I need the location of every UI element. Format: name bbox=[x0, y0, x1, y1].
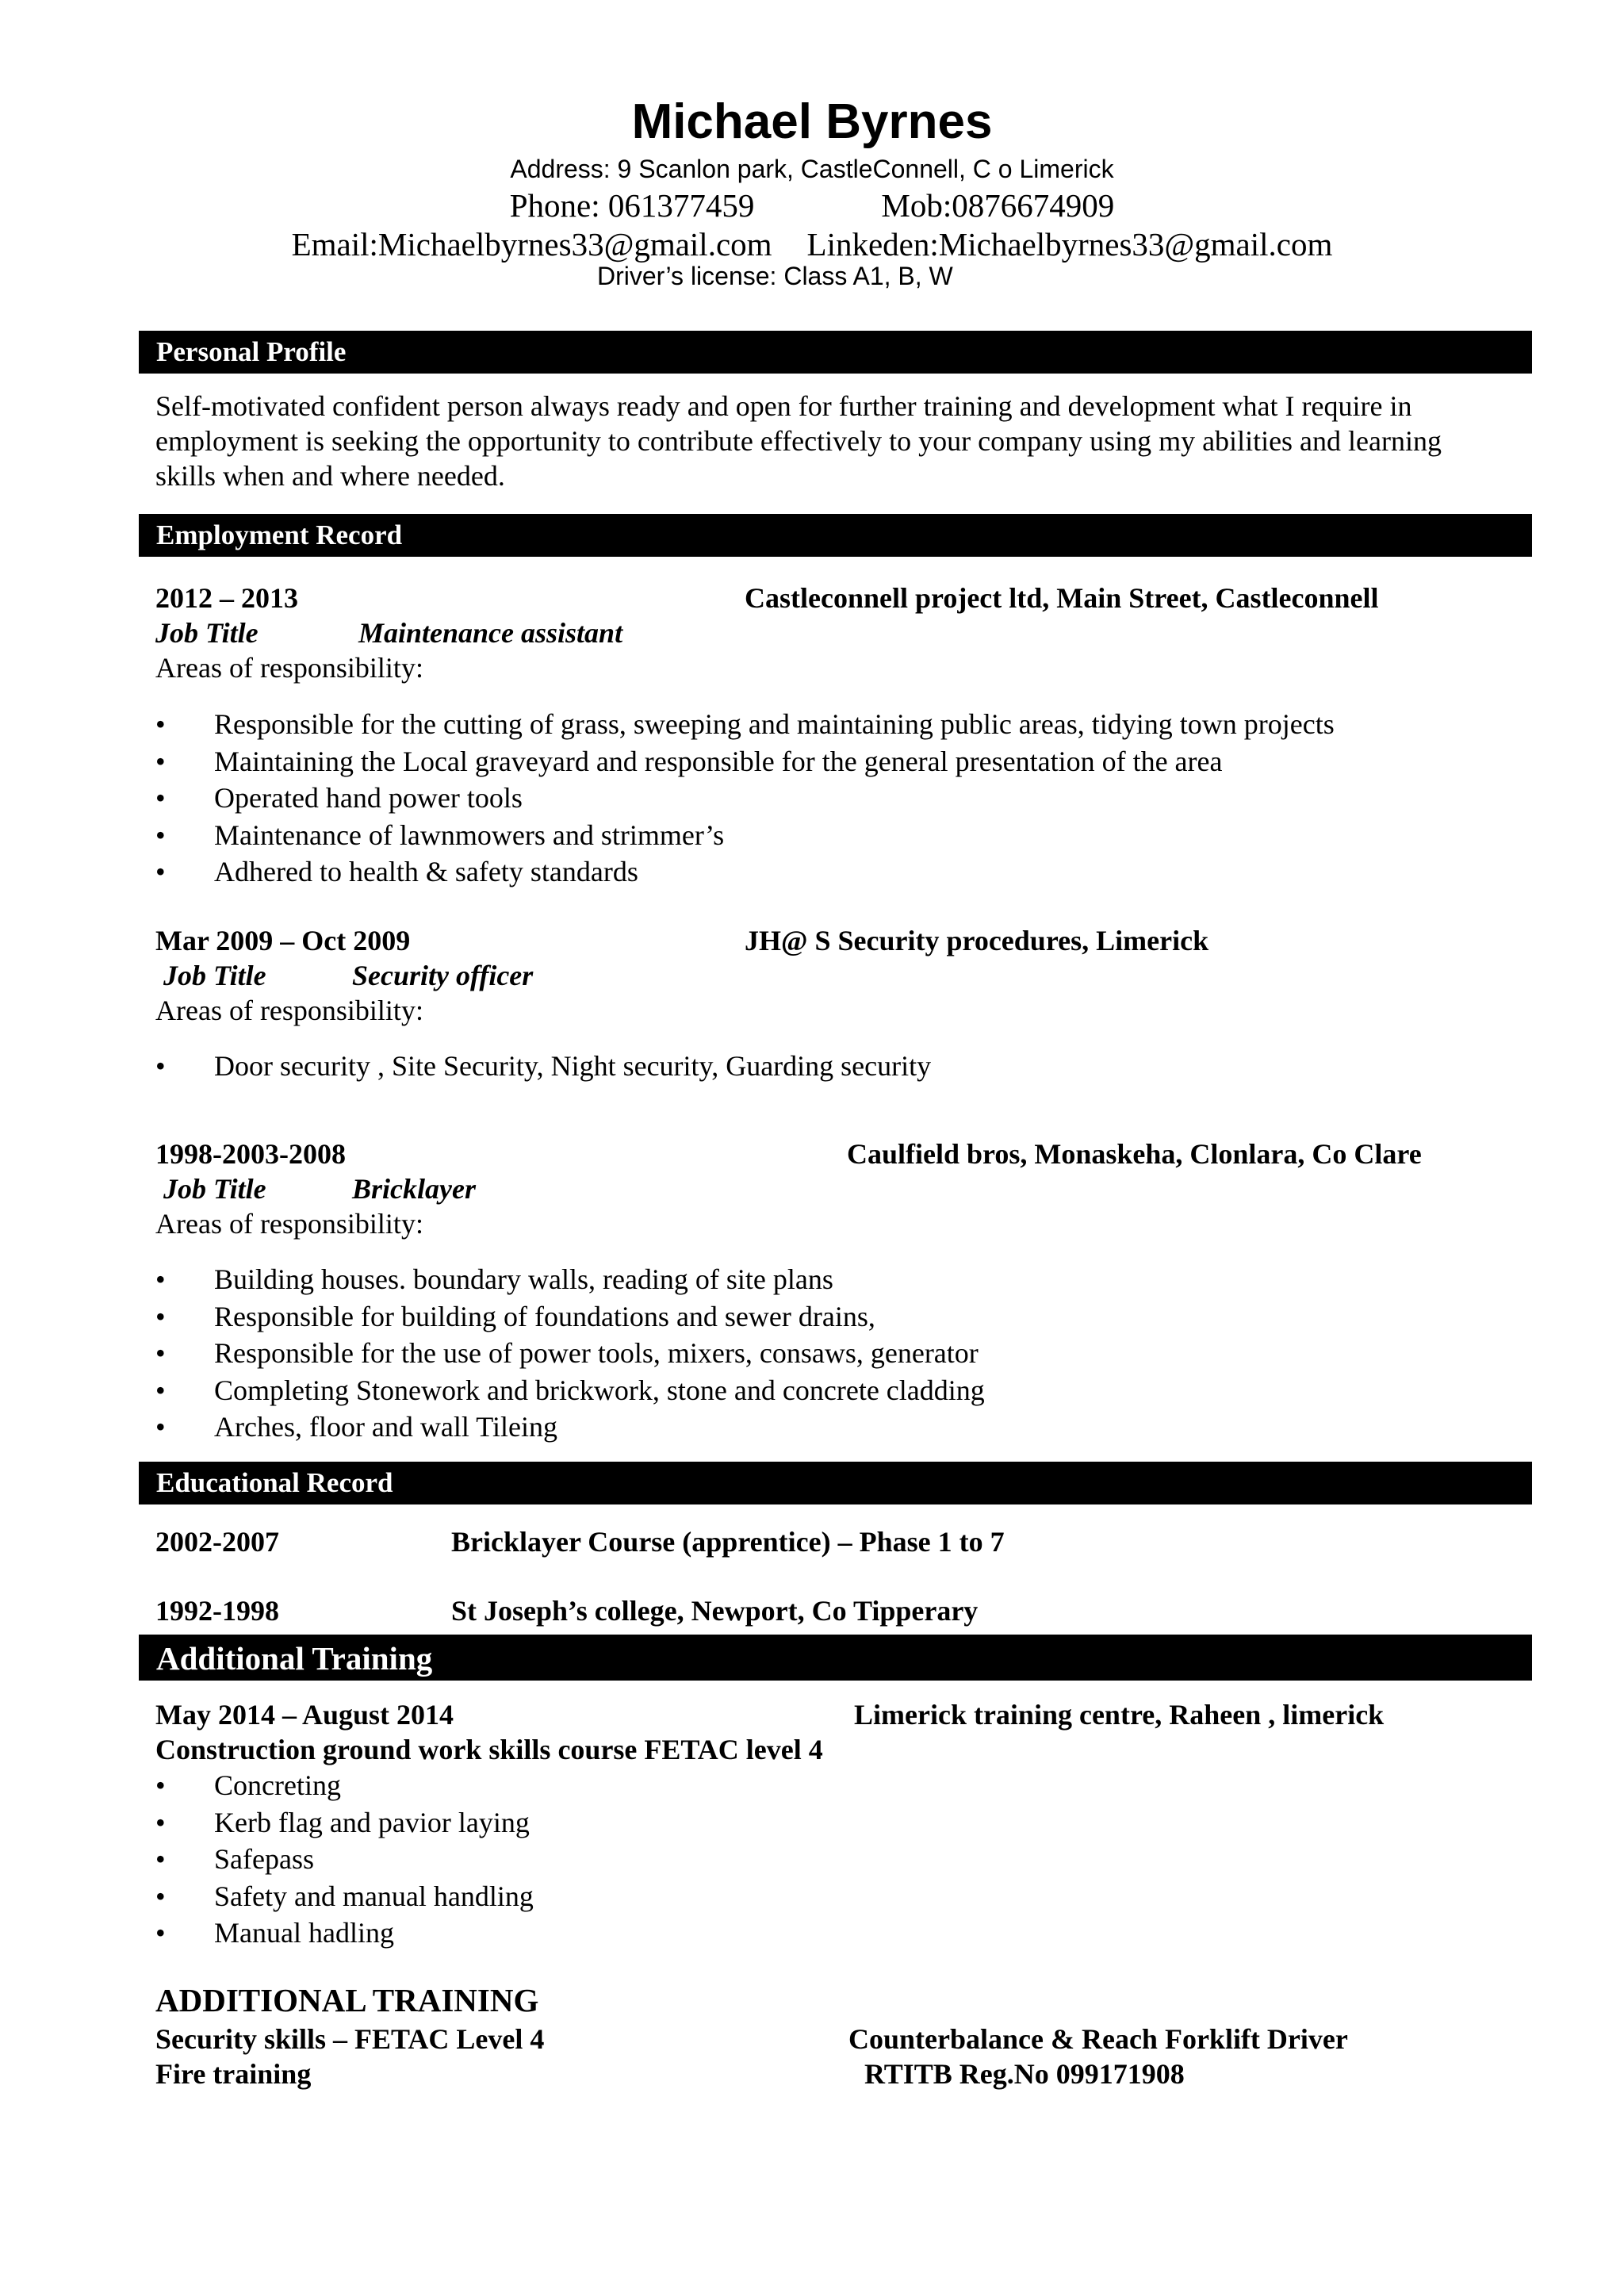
areas-label: Areas of responsibility: bbox=[155, 995, 423, 1026]
section-bar-education bbox=[139, 1462, 1532, 1504]
duty-list bbox=[155, 1048, 931, 1085]
training-provider: Limerick training centre, Raheen , limerick bbox=[854, 1699, 1385, 1731]
duty-list bbox=[155, 706, 1335, 891]
linkedin: Linkeden:Michaelbyrnes33@gmail.com bbox=[806, 226, 1333, 263]
job-dates: 2012 – 2013 bbox=[155, 582, 298, 614]
list-item: • Concreting bbox=[155, 1767, 534, 1804]
job-employer: JH@ S Security procedures, Limerick bbox=[745, 925, 1209, 956]
list-item: • Maintaining the Local graveyard and responsible for the general presentation of the area bbox=[155, 743, 1335, 780]
email-line bbox=[0, 225, 1624, 263]
list-item: • Safety and manual handling bbox=[155, 1878, 534, 1915]
list-item: • Arches, floor and wall Tileing bbox=[155, 1409, 985, 1446]
job-title-label: Job Title bbox=[163, 960, 266, 991]
additional-left-item: Fire training bbox=[155, 2058, 312, 2090]
candidate-name: Michael Byrnes bbox=[631, 94, 993, 149]
section-heading: Educational Record bbox=[156, 1467, 393, 1498]
job-title: Bricklayer bbox=[352, 1173, 476, 1205]
job-employer: Castleconnell project ltd, Main Street, Castleconnell bbox=[745, 582, 1379, 614]
list-item: • Safepass bbox=[155, 1841, 534, 1878]
areas-label: Areas of responsibility: bbox=[155, 652, 423, 684]
mobile: Mob:0876674909 bbox=[881, 187, 1115, 224]
list-item: • Responsible for building of foundations and sewer drains, bbox=[155, 1298, 985, 1336]
profile-text bbox=[155, 389, 1519, 493]
section-heading: Employment Record bbox=[156, 519, 403, 550]
training-dates: May 2014 – August 2014 bbox=[155, 1699, 454, 1731]
address: Address: 9 Scanlon park, CastleConnell, C o Limerick bbox=[510, 155, 1114, 183]
job-title: Security officer bbox=[352, 960, 534, 991]
education-dates: 2002-2007 bbox=[155, 1526, 279, 1558]
email: Email:Michaelbyrnes33@gmail.com bbox=[291, 226, 772, 263]
duty-list bbox=[155, 1261, 985, 1446]
section-bar-training bbox=[139, 1635, 1532, 1681]
profile-line: skills when and where needed. bbox=[155, 460, 505, 492]
list-item: • Manual hadling bbox=[155, 1915, 534, 1952]
list-item: • Operated hand power tools bbox=[155, 780, 1335, 817]
additional-heading: ADDITIONAL TRAINING bbox=[155, 1982, 539, 2018]
list-item: • Adhered to health & safety standards bbox=[155, 853, 1335, 891]
training-course: Construction ground work skills course FETAC level 4 bbox=[155, 1734, 823, 1765]
drivers-license: Driver’s license: Class A1, B, W bbox=[597, 262, 953, 290]
phone-line bbox=[0, 186, 1624, 224]
list-item: • Door security , Site Security, Night security, Guarding security bbox=[155, 1048, 931, 1085]
job-employer: Caulfield bros, Monaskeha, Clonlara, Co Clare bbox=[847, 1138, 1422, 1170]
education-course: St Joseph’s college, Newport, Co Tipperary bbox=[451, 1595, 979, 1627]
list-item: • Responsible for the use of power tools, mixers, consaws, generator bbox=[155, 1335, 985, 1372]
job-title: Maintenance assistant bbox=[358, 617, 623, 649]
list-item: • Building houses. boundary walls, reading of site plans bbox=[155, 1261, 985, 1298]
education-dates: 1992-1998 bbox=[155, 1595, 279, 1627]
additional-right-item: RTITB Reg.No 099171908 bbox=[864, 2058, 1185, 2090]
phone: Phone: 061377459 bbox=[509, 187, 755, 224]
list-item: • Responsible for the cutting of grass, sweeping and maintaining public areas, tidying town projects bbox=[155, 706, 1335, 743]
list-item: • Kerb flag and pavior laying bbox=[155, 1804, 534, 1842]
job-dates: 1998-2003-2008 bbox=[155, 1138, 346, 1170]
section-heading: Personal Profile bbox=[156, 336, 347, 367]
section-heading: Additional Training bbox=[156, 1640, 433, 1677]
job-dates: Mar 2009 – Oct 2009 bbox=[155, 925, 411, 956]
areas-label: Areas of responsibility: bbox=[155, 1208, 423, 1240]
job-title-label: Job Title bbox=[155, 617, 259, 649]
profile-line: Self-motivated confident person always ready and open for further training and development what I require in bbox=[155, 390, 1412, 422]
list-item: • Maintenance of lawnmowers and strimmer’s bbox=[155, 817, 1335, 854]
training-list bbox=[155, 1767, 534, 1952]
job-title-label: Job Title bbox=[163, 1173, 266, 1205]
additional-right-item: Counterbalance & Reach Forklift Driver bbox=[848, 2023, 1348, 2055]
profile-line: employment is seeking the opportunity to contribute effectively to your company using my abilities and learning bbox=[155, 425, 1442, 457]
section-bar-profile bbox=[139, 331, 1532, 374]
section-bar-employment bbox=[139, 514, 1532, 557]
education-course: Bricklayer Course (apprentice) – Phase 1 to 7 bbox=[451, 1526, 1005, 1558]
list-item: • Completing Stonework and brickwork, stone and concrete cladding bbox=[155, 1372, 985, 1409]
additional-left-item: Security skills – FETAC Level 4 bbox=[155, 2023, 545, 2055]
